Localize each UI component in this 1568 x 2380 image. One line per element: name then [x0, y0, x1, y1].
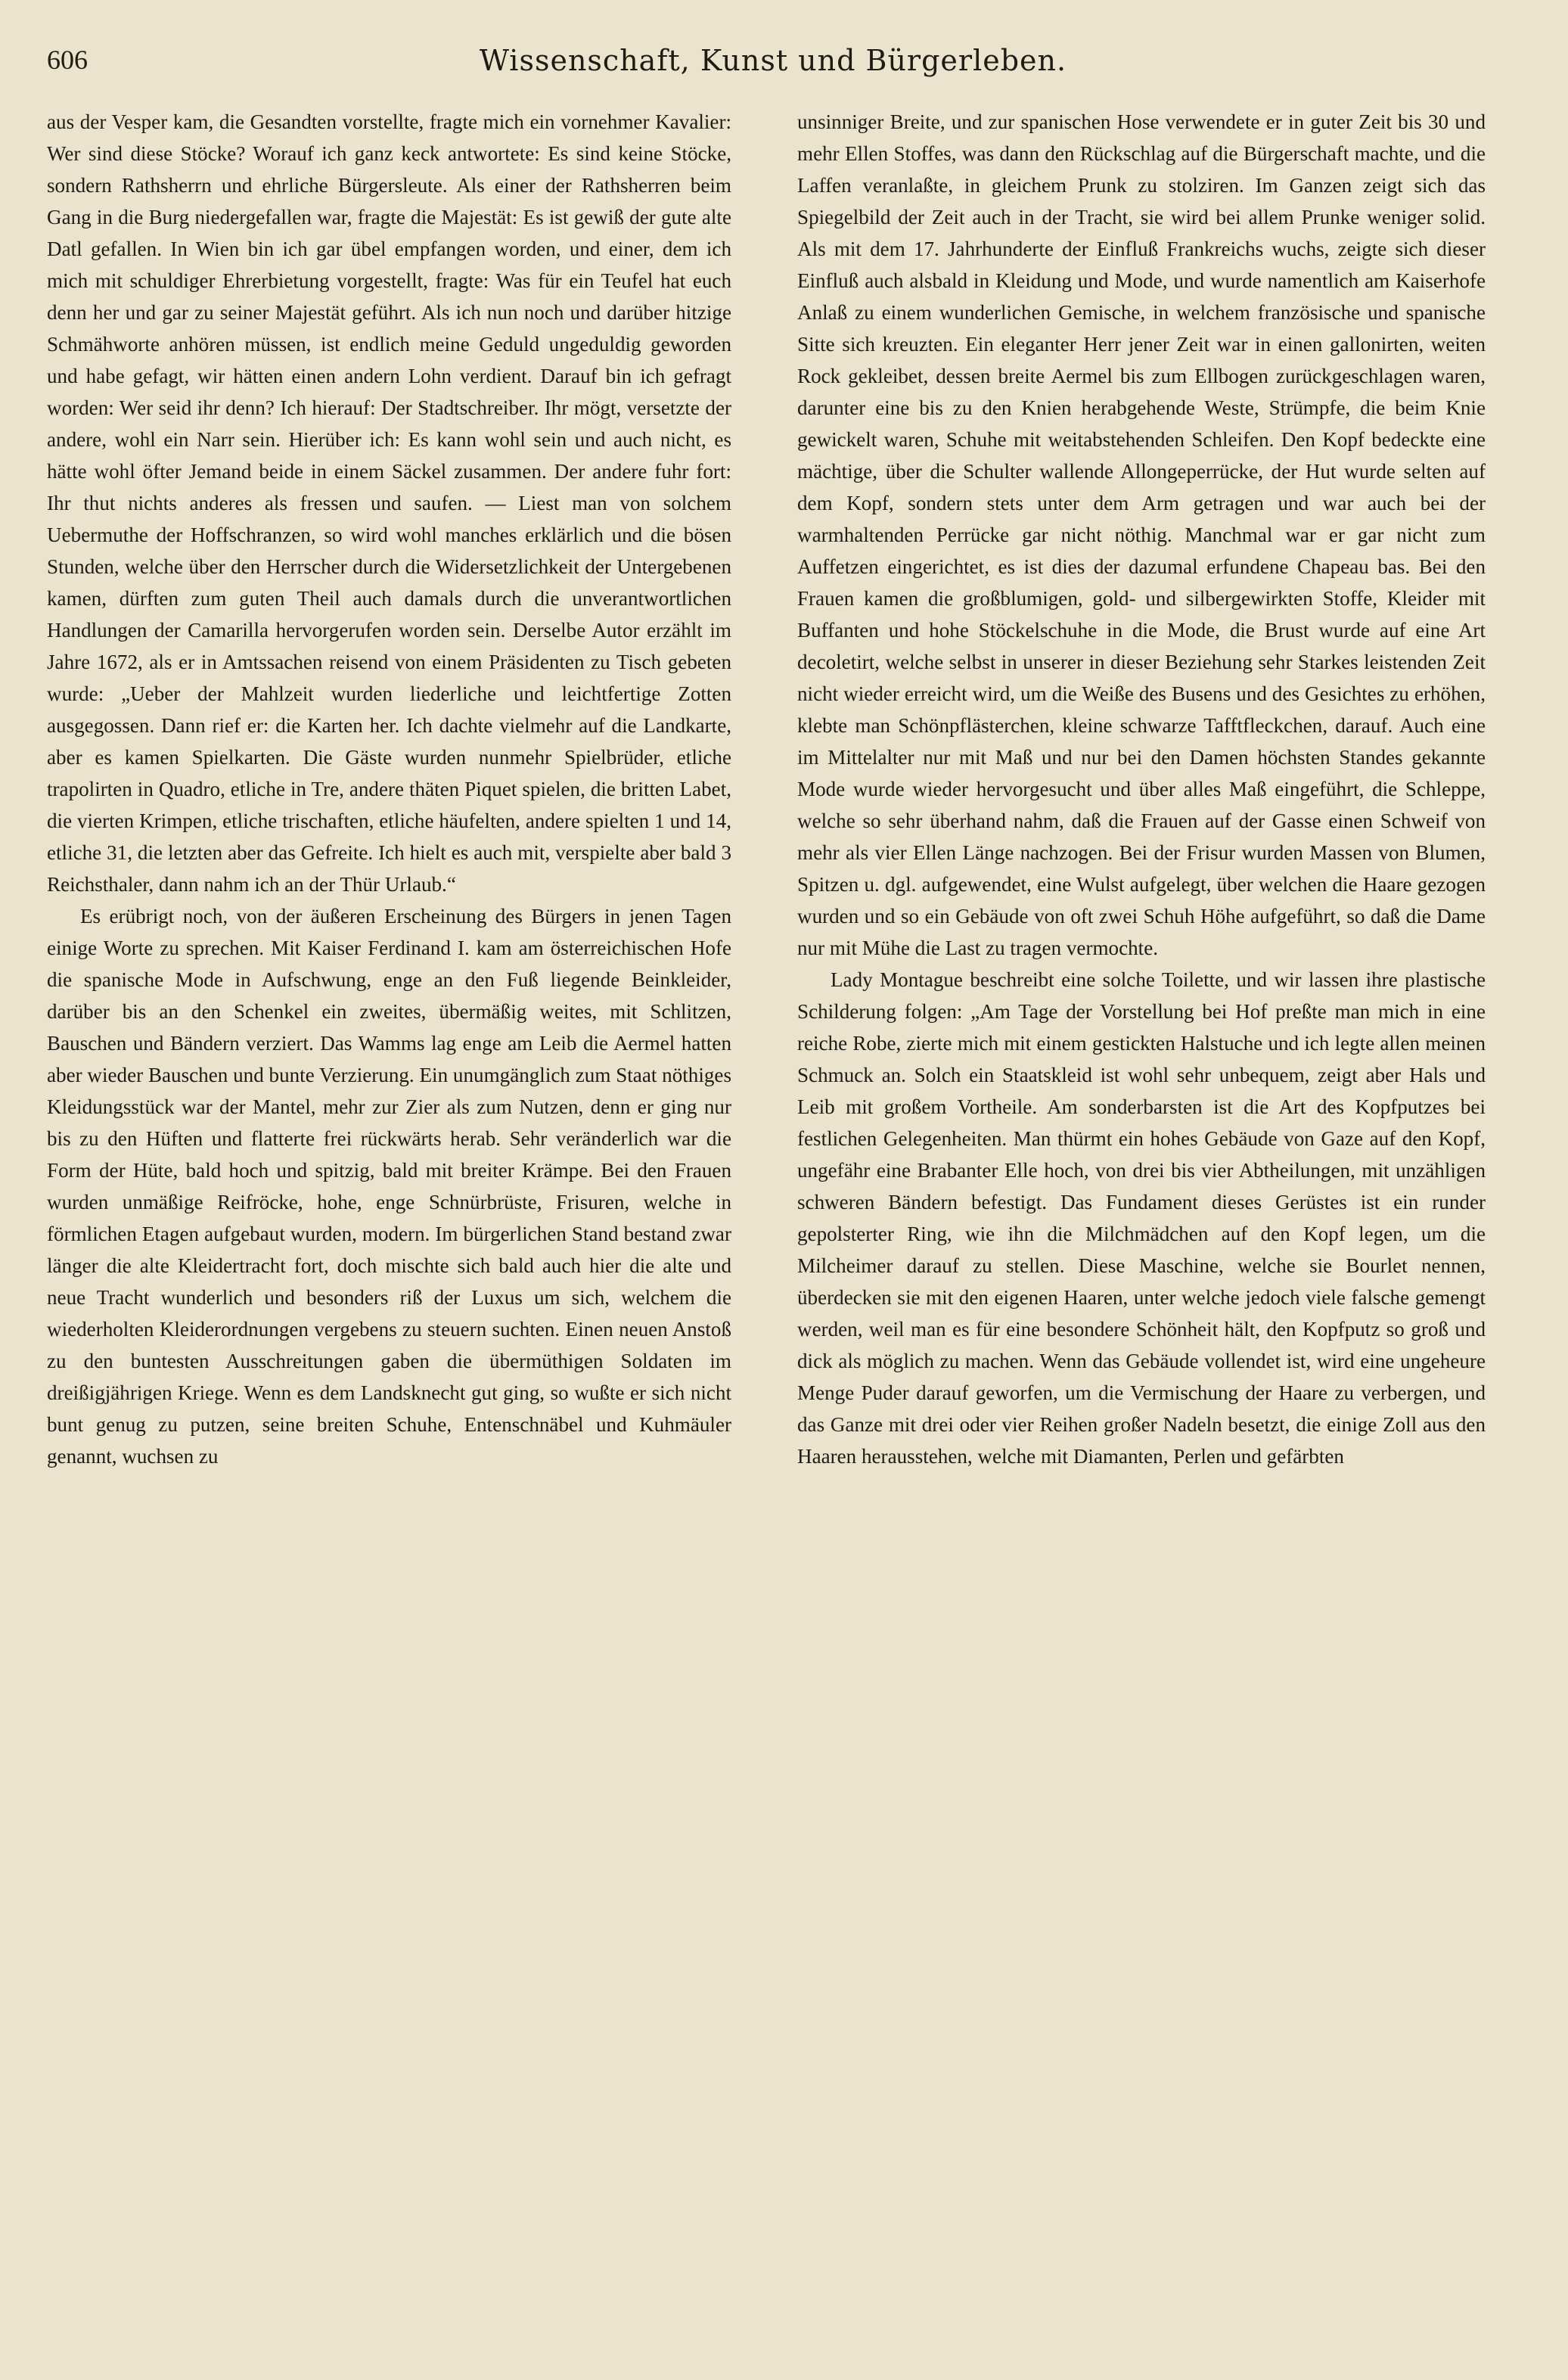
left-column [47, 106, 731, 2360]
page-number: 606 [47, 45, 88, 75]
page-header [47, 44, 1499, 89]
right-column [797, 106, 1486, 2360]
right-paragraph-1: unsinniger Breite, und zur spanischen Hose verwendete er in guter Zeit bis 30 und mehr Ellen Stoffes, was dann den Rückschlag auf die Bürgerschaft machte, und die Laffen veranlaßte, in gleichem Prunk zu stolziren. Im Ganzen zeigt sich das Spiegelbild der Zeit auch in der Tracht, sie wird bei allem Prunke weniger solid. Als mit dem 17. Jahrhunderte der Einfluß Frankreichs wuchs, zeigte sich dieser Einfluß auch alsbald in Kleidung und Mode, und wurde namentlich am Kaiserhofe Anlaß zu einem wunderlichen Gemische, in welchem französische und spanische Sitte sich kreuzten. Ein eleganter Herr jener Zeit war in einen gallonirten, weiten Rock gekleibet, dessen breite Aermel bis zum Ellbogen zurückgeschlagen waren, darunter eine bis zu den Knien herabgehende Weste, Strümpfe, die beim Knie gewickelt waren, Schuhe mit weitabstehenden Schleifen. Den Kopf bedeckte eine mächtige, über die Schulter wallende Allongeperrücke, der Hut wurde selten auf dem Kopf, sondern stets unter dem Arm getragen und war auch bei der warmhaltenden Perrücke gar nicht nöthig. Manchmal war er gar nicht zum Auffetzen eingerichtet, es ist dies der dazumal erfundene Chapeau bas. Bei den Frauen kamen die großblumigen, gold- und silbergewirkten Stoffe, Kleider mit Buffanten und hohe Stöckelschuhe in die Mode, die Brust wurde auf eine Art decoletirt, welche selbst in unserer in dieser Beziehung sehr Starkes leistenden Zeit nicht wieder erreicht wird, um die Weiße des Busens und des Gesichtes zu erhöhen, klebte man Schönpflästerchen, kleine schwarze Tafftfleckchen, darauf. Auch eine im Mittelalter nur mit Maß und nur bei den Damen höchsten Standes gekannte Mode wurde wieder hervorgesucht und über alles Maß eingeführt, die Schleppe, welche so sehr überhand nahm, daß die Frauen auf der Gasse einen Schweif von mehr als vier Ellen Länge nachzogen. Bei der Frisur wurden Massen von Blumen, Spitzen u. dgl. aufgewendet, eine Wulst aufgelegt, über welchen die Haare gezogen wurden und so ein Gebäude von oft zwei Schuh Höhe aufgeführt, so daß die Dame nur mit Mühe die Last zu tragen vermochte. [797, 110, 1486, 959]
running-title: Wissenschaft, Kunst und Bürgerleben. [479, 44, 1067, 77]
right-paragraph-2: Lady Montague beschreibt eine solche Toilette, und wir lassen ihre plastische Schilderung folgen: „Am Tage der Vorstellung bei Hof preßte man mich in eine reiche Robe, zierte mich mit einem gestickten Halstuche und ich legte allen meinen Schmuck an. Solch ein Staatskleid ist wohl sehr unbequem, zeigt aber Hals und Leib mit großem Vortheile. Am sonderbarsten ist die Art des Kopfputzes bei festlichen Gelegenheiten. Man thürmt ein hohes Gebäude von Gaze auf den Kopf, ungefähr eine Brabanter Elle hoch, von drei bis vier Abtheilungen, mit unzähligen schweren Bändern befestigt. Das Fundament dieses Gerüstes ist ein runder gepolsterter Ring, wie ihn die Milchmädchen auf den Kopf legen, um die Milcheimer darauf zu stellen. Diese Maschine, welche sie Bourlet nennen, überdecken sie mit den eigenen Haaren, unter welche jedoch viele falsche gemengt werden, weil man es für eine besondere Schönheit hält, den Kopfputz so groß und dick als möglich zu machen. Wenn das Gebäude vollendet ist, wird eine ungeheure Menge Puder darauf geworfen, um die Vermischung der Haare zu verbergen, und das Ganze mit drei oder vier Reihen großer Nadeln besetzt, die einige Zoll aus den Haaren herausstehen, welche mit Diamanten, Perlen und gefärbten [797, 968, 1486, 1468]
left-paragraph-1: aus der Vesper kam, die Gesandten vorstellte, fragte mich ein vornehmer Kavalier: Wer sind diese Stöcke? Worauf ich ganz keck antwortete: Es sind keine Stöcke, sondern Rathsherrn und ehrliche Bürgersleute. Als einer der Rathsherren beim Gang in die Burg niedergefallen war, fragte die Majestät: Es ist gewiß der gute alte Datl gefallen. In Wien bin ich gar übel empfangen worden, und einer, dem ich mich mit schuldiger Ehrerbietung vorgestellt, fragte: Was für ein Teufel hat euch denn her und gar zu seiner Majestät geführt. Als ich nun noch und darüber hitzige Schmähworte anhören müssen, ist endlich meine Geduld ungeduldig geworden und habe gefagt, wir hätten einen andern Lohn verdient. Darauf bin ich gefragt worden: Wer seid ihr denn? Ich hierauf: Der Stadtschreiber. Ihr mögt, versetzte der andere, wohl ein Narr sein. Hierüber ich: Es kann wohl sein und auch nicht, es hätte wohl öfter Jemand beide in einem Säckel zusammen. Der andere fuhr fort: Ihr thut nichts anderes als fressen und saufen. — Liest man von solchem Uebermuthe der Hoffschranzen, so wird wohl manches erklärlich und die bösen Stunden, welche über den Herrscher durch die Widersetzlichkeit der Untergebenen kamen, dürften zum guten Theil auch damals durch die unverantwortlichen Handlungen der Camarilla hervorgerufen worden sein. Derselbe Autor erzählt im Jahre 1672, als er in Amtssachen reisend von einem Präsidenten zu Tisch gebeten wurde: „Ueber der Mahlzeit wurden liederliche und leichtfertige Zotten ausgegossen. Dann rief er: die Karten her. Ich dachte vielmehr auf die Landkarte, aber es kamen Spielkarten. Die Gäste wurden nunmehr Spielbrüder, etliche trapolirten in Quadro, etliche in Tre, andere thäten Piquet spielen, die britten Labet, die vierten Krimpen, etliche trischaften, etliche häufelten, andere spielten 1 und 14, etliche 31, die letzten aber das Gefreite. Ich hielt es auch mit, verspielte aber bald 3 Reichsthaler, dann nahm ich an der Thür Urlaub.“ [47, 110, 731, 896]
left-paragraph-2: Es erübrigt noch, von der äußeren Erscheinung des Bürgers in jenen Tagen einige Worte zu sprechen. Mit Kaiser Ferdinand I. kam am österreichischen Hofe die spanische Mode in Aufschwung, enge an den Fuß liegende Beinkleider, darüber bis an den Schenkel ein zweites, übermäßig weites, mit Schlitzen, Bauschen und Bändern verziert. Das Wamms lag enge am Leib die Aermel hatten aber wieder Bauschen und bunte Verzierung. Ein unumgänglich zum Staat nöthiges Kleidungsstück war der Mantel, mehr zur Zier als zum Nutzen, denn er ging nur bis zu den Hüften und flatterte frei rückwärts herab. Sehr veränderlich war die Form der Hüte, bald hoch und spitzig, bald mit breiter Krämpe. Bei den Frauen wurden unmäßige Reifröcke, hohe, enge Schnürbrüste, Frisuren, welche in förmlichen Etagen aufgebaut wurden, modern. Im bürgerlichen Stand bestand zwar länger die alte Kleidertracht fort, doch mischte sich bald auch hier die alte und neue Tracht wunderlich und besonders riß der Luxus um sich, welchem die wiederholten Kleiderordnungen vergebens zu steuern suchten. Einen neuen Anstoß zu den buntesten Ausschreitungen gaben die übermüthigen Soldaten im dreißigjährigen Kriege. Wenn es dem Landsknecht gut ging, so wußte er sich nicht bunt genug zu putzen, seine breiten Schuhe, Entenschnäbel und Kuhmäuler genannt, wuchsen zu [47, 905, 731, 1468]
